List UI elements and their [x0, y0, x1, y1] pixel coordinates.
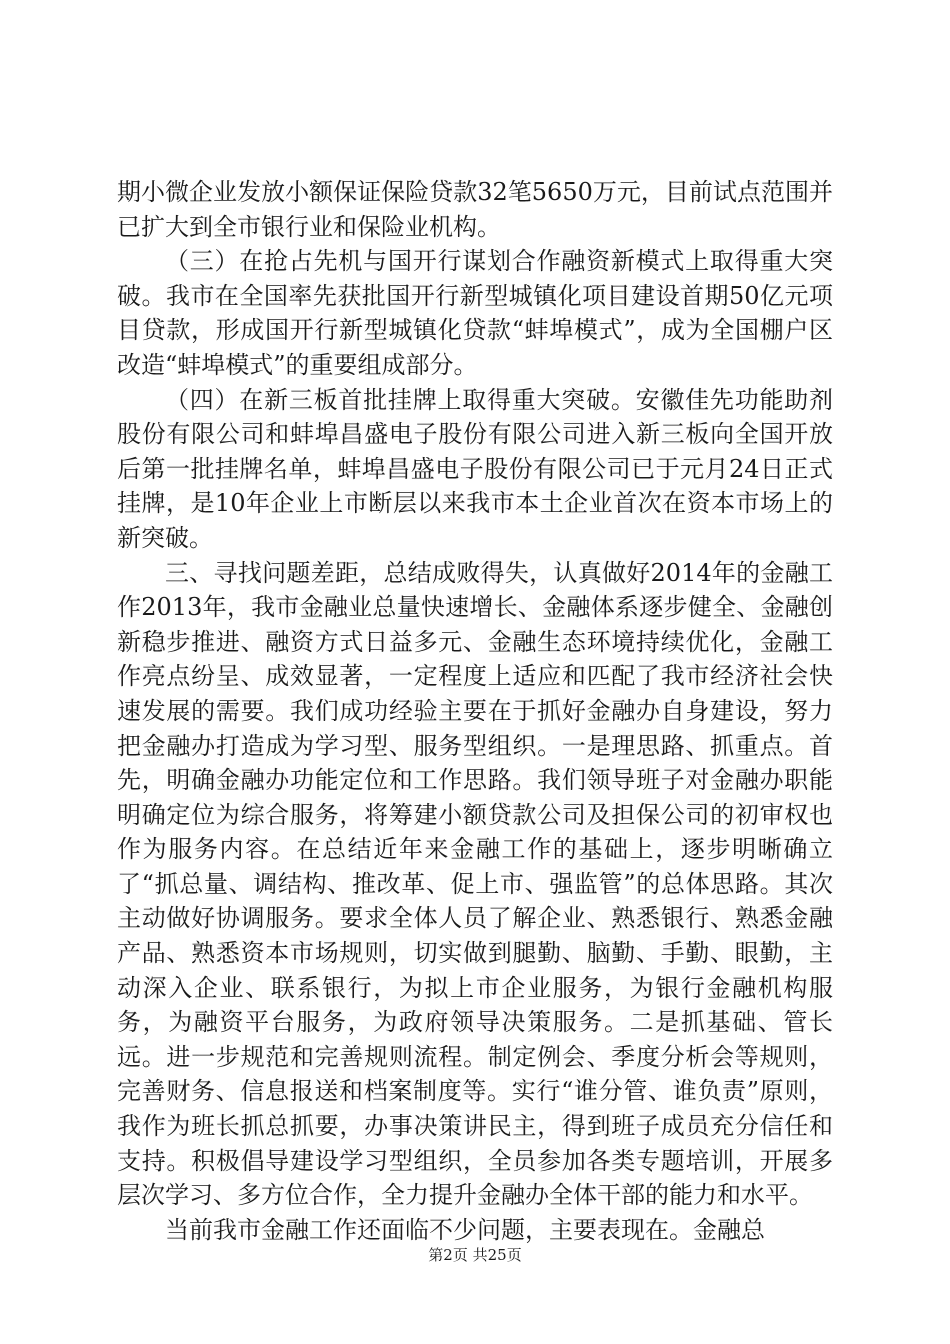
document-body: [117, 175, 833, 1247]
paragraph-section-4: （四）在新三板首批挂牌上取得重大突破。安徽佳先功能助剂股份有限公司和蚌埠昌盛电子股份有限公司进入新三板向全国开放后第一批挂牌名单，蚌埠昌盛电子股份有限公司已于元月24日正式挂牌，是10年企业上市断层以来我市本土企业首次在资本市场上的新突破。: [117, 385, 833, 552]
paragraph-part-three: 三、寻找问题差距，总结成败得失，认真做好2014年的金融工作2013年，我市金融业总量快速增长、金融体系逐步健全、金融创新稳步推进、融资方式日益多元、金融生态环境持续优化，金融工作亮点纷呈、成效显著，一定程度上适应和匹配了我市经济社会快速发展的需要。我们成功经验主要在于抓好金融办自身建设，努力把金融办打造成为学习型、服务型组织。一是理思路、抓重点。首先，明确金融办功能定位和工作思路。我们领导班子对金融办职能明确定位为综合服务，将筹建小额贷款公司及担保公司的初审权也作为服务内容。在总结近年来金融工作的基础上，逐步明晰确立了“抓总量、调结构、推改革、促上市、强监管”的总体思路。其次主动做好协调服务。要求全体人员了解企业、熟悉银行、熟悉金融产品、熟悉资本市场规则，切实做到腿勤、脑勤、手勤、眼勤，主动深入企业、联系银行，为拟上市企业服务，为银行金融机构服务，为融资平台服务，为政府领导决策服务。二是抓基础、管长远。进一步规范和完善规则流程。制定例会、季度分析会等规则，完善财务、信息报送和档案制度等。实行“谁分管、谁负责”原则，我作为班长抓总抓要，办事决策讲民主，得到班子成员充分信任和支持。积极倡导建设学习型组织，全员参加各类专题培训，开展多层次学习、多方位合作，全力提升金融办全体干部的能力和水平。: [117, 558, 833, 1210]
page-number-footer: 第2页 共25页: [428, 1246, 522, 1264]
paragraph-section-3: （三）在抢占先机与国开行谋划合作融资新模式上取得重大突破。我市在全国率先获批国开行新型城镇化项目建设首期50亿元项目贷款，形成国开行新型城镇化贷款“蚌埠模式”，成为全国棚户区改造“蚌埠模式”的重要组成部分。: [117, 247, 833, 379]
paragraph-continuation: 期小微企业发放小额保证保险贷款32笔5650万元，目前试点范围并已扩大到全市银行业和保险业机构。: [117, 178, 833, 241]
paragraph-current-problems: 当前我市金融工作还面临不少问题，主要表现在。金融总: [165, 1215, 765, 1244]
